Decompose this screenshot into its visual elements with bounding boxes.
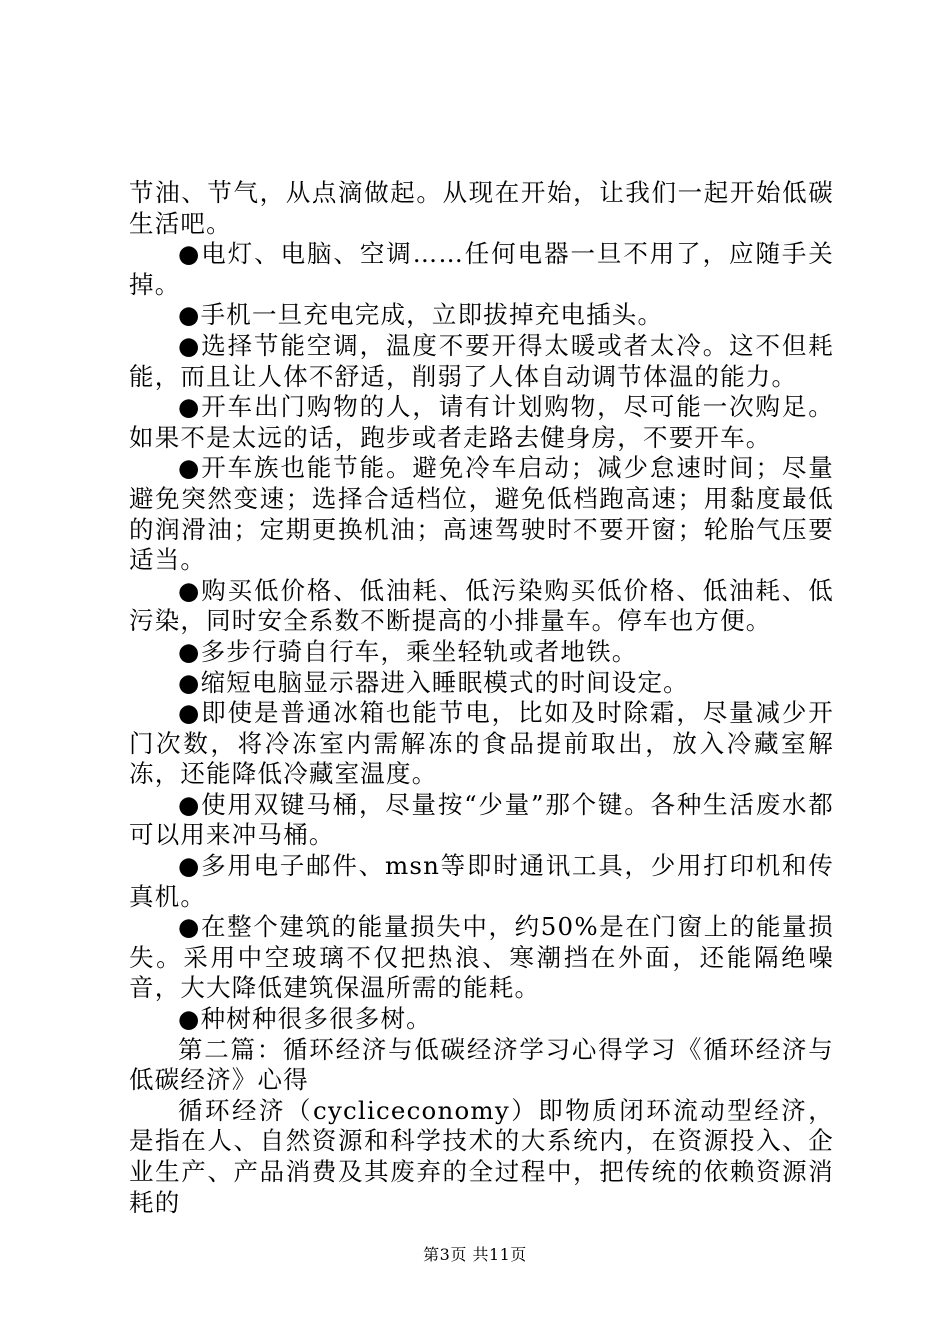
page-footer: 第3页 共11页 — [423, 1245, 527, 1264]
tip-turn-off-appliances: ●电灯、电脑、空调……任何电器一旦不用了，应随手关掉。 — [129, 239, 834, 299]
tip-dual-flush-toilet: ●使用双键马桶，尽量按“少量”那个键。各种生活废水都可以用来冲马桶。 — [129, 789, 834, 850]
tip-driving-efficiency: ●开车族也能节能。避免冷车启动；减少怠速时间；尽量避免突然变速；选择合适档位，避免低档跑高速；用黏度最低的润滑油；定期更换机油；高速驾驶时不要开窗；轮胎气压要适当。 — [129, 453, 834, 575]
tip-email: ●多用电子邮件、msn等即时通讯工具，少用打印机和传真机。 — [129, 851, 834, 911]
tip-energy-saving-ac: ●选择节能空调，温度不要开得太暖或者太冷。这不但耗能，而且让人体不舒适，削弱了人体自动调节体温的能力。 — [129, 330, 834, 391]
tip-plant-trees: ●种树种很多很多树。 — [178, 1004, 432, 1034]
section-heading: 第二篇：循环经济与低碳经济学习心得学习《循环经济与低碳经济》心得 — [129, 1034, 834, 1095]
tip-insulated-glass: ●在整个建筑的能量损失中，约50%是在门窗上的能量损失。采用中空玻璃不仅把热浪、寒潮挡在外面，还能隔绝噪音，大大降低建筑保温所需的能耗。 — [129, 912, 834, 1003]
tip-plan-shopping: ●开车出门购物的人，请有计划购物，尽可能一次购足。如果不是太远的话，跑步或者走路去健身房，不要开车。 — [129, 392, 834, 452]
tip-unplug-charger: ●手机一旦充电完成，立即拔掉充电插头。 — [178, 300, 664, 330]
tip-small-car: ●购买低价格、低油耗、低污染购买低价格、低油耗、低污染，同时安全系数不断提高的小排量车。停车也方便。 — [129, 575, 834, 636]
tip-monitor-sleep: ●缩短电脑显示器进入睡眠模式的时间设定。 — [178, 667, 689, 697]
tip-fridge: ●即使是普通冰箱也能节电，比如及时除霜，尽量减少开门次数，将冷冻室内需解冻的食品提前取出，放入冷藏室解冻，还能降低冷藏室温度。 — [129, 698, 834, 789]
paragraph-circular-economy: 循环经济（cycliceconomy）即物质闭环流动型经济，是指在人、自然资源和科学技术的大系统内，在资源投入、企业生产、产品消费及其废弃的全过程中，把传统的依赖资源消耗的 — [129, 1095, 834, 1217]
tip-walk-bike: ●多步行骑自行车，乘坐轻轨或者地铁。 — [178, 636, 638, 666]
paragraph-continuation: 节油、节气，从点滴做起。从现在开始，让我们一起开始低碳生活吧。 — [129, 178, 834, 238]
document-body — [129, 178, 834, 1218]
